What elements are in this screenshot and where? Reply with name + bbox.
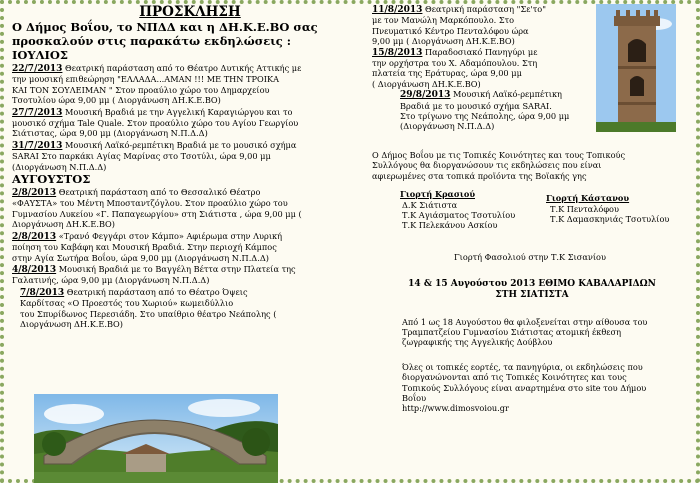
- wine-festival-item: Τ.Κ Αγιάσματος Τσοτυλίου: [402, 209, 516, 220]
- text-line: διοργανώνονται από τις Τοπικές Κοινότητες και τους: [402, 372, 627, 383]
- event-entry: [372, 89, 692, 132]
- event-text-line: Μουσική Βραδιά με το Βαγγέλη Βέττα στην Πλατεία της: [56, 263, 296, 274]
- event-text-line: SARAI Στο παρκάκι Αγίας Μαρίνας στο Τσοτύλι, ώρα 9,00 μμ: [12, 151, 271, 162]
- event-text-line: 9,00 μμ ( Διοργάνωση ΔΗ.Κ.Ε.ΒΟ): [372, 36, 515, 47]
- event-date: 4/8/2013: [12, 264, 57, 275]
- intro-line-2: προσκαλούν στις παρακάτω εκδηλώσεις :: [12, 34, 292, 48]
- event-text-line: Πνευματικό Κέντρο Πενταλόφου ώρα: [372, 25, 529, 36]
- event-date: 22/7/2013: [12, 64, 63, 74]
- footer-note: [372, 362, 692, 404]
- stone-bridge-photo: [34, 394, 278, 483]
- intro-line-1: Ο Δήμος Βοΐου, το ΝΠΔΔ και η ΔΗ.Κ.Ε.ΒΟ σας: [12, 20, 318, 34]
- event-text-line: Στο τρίγωνο της Νεάπολης, ώρα 9,00 μμ: [400, 111, 570, 122]
- event-entry: [12, 140, 368, 172]
- event-text-line: Καρδίτσας «Ο Προεστός του Χωριού» κωμειδύλλιο: [20, 298, 234, 309]
- event-entry: [372, 4, 692, 47]
- right-column: [372, 4, 692, 414]
- august-events: [12, 187, 368, 329]
- event-text-line: στην Αγία Σωτήρα Βοΐου, ώρα 9,00 μμ (Διοργάνωση Ν.Π.Δ.Δ): [12, 252, 269, 263]
- event-entry: [12, 63, 368, 106]
- wine-festival-item: Τ.Κ Πελεκάνου Ασκίου: [402, 220, 498, 231]
- event-date: 2/8/2013: [12, 231, 57, 242]
- event-text-line: πλατεία της Εράτυρας, ώρα 9,00 μμ: [372, 68, 522, 79]
- event-text-line: ποίηση του Καβάφη και Μουσική Βραδιά. Στην περιοχή Κάμπος: [12, 242, 277, 253]
- event-entry: [12, 107, 368, 139]
- event-date: 27/7/2013: [12, 107, 63, 118]
- text-line: Από 1 ως 18 Αυγούστου θα φιλοξενείται στην αίθουσα του: [402, 316, 648, 327]
- event-date: 2/8/2013: [12, 188, 57, 199]
- event-text-line: Θεατρική παράσταση από το Θέατρο Όψεις: [64, 286, 248, 297]
- event-text-line: Παραδοσιακό Πανηγύρι με: [422, 46, 538, 57]
- event-text-line: Μουσική Λαϊκό-ρεμπέτικη: [450, 89, 562, 100]
- text-line: Ο Δήμος Βοΐου με τις Τοπικές Κοινότητες και τους Τοπικούς: [372, 149, 626, 160]
- event-text-line: Θεατρική παράσταση "Σε'το": [422, 4, 546, 14]
- event-text-line: Σιάτιστας, ώρα 9,00 μμ (Διοργάνωση Ν.Π.Δ.Δ): [12, 128, 208, 139]
- chestnut-festival-item: Τ.Κ Πενταλόφου: [550, 203, 619, 214]
- event-date: 7/8/2013: [20, 287, 65, 298]
- event-text-line: Διοργάνωση ΔΗ.Κ.Ε.ΒΟ): [12, 219, 115, 230]
- event-text-line: Γυμνασίου Λυκείου «Γ. Παπαγεωργίου» στη Σιάτιστα , ώρα 9,00 μμ (: [12, 208, 302, 219]
- event-text-line: την μουσική επιθεώρηση "ΕΛΛΑΔΑ...ΑΜΑΝ !!! ΜΕ ΤΗΝ ΤΡΟΙΚΑ: [12, 74, 280, 85]
- event-text-line: ( Διοργάνωση ΔΗ.Κ.Ε.ΒΟ): [372, 78, 481, 89]
- text-line: Όλες οι τοπικές εορτές, τα πανηγύρια, οι εκδηλώσεις που: [402, 361, 643, 372]
- event-text-line: ΚΑΙ ΤΟΝ ΣΟΥΛΕΙΜΑΝ " Στον προαύλιο χώρο του Δημαρχείου: [12, 84, 270, 95]
- right-events: [372, 4, 692, 132]
- event-text-line: «Τρανό Φεγγάρι στον Κάμπο» Αφιέρωμα στην Λυρική: [56, 230, 283, 241]
- text-line: αφιερωμένες στα τοπικά προϊόντα της Βοϊακής γης: [372, 170, 587, 181]
- event-entry: [12, 231, 368, 263]
- event-entry: [12, 287, 368, 330]
- wine-festival-title: Γιορτή Κρασιού: [400, 189, 475, 200]
- event-text-line: (Διοργάνωση Ν.Π.Δ.Δ): [12, 161, 107, 172]
- event-text-line: Τσοτυλίου ώρα 9,00 μμ ( Διοργάνωση ΔΗ.Κ.Ε.ΒΟ): [12, 95, 221, 106]
- event-text-line: την ορχήστρα του Χ. Αδαμόπουλου. Στη: [372, 58, 538, 69]
- event-text-line: Θεατρική παράσταση από το Θεσσαλικό Θέατρο: [56, 187, 261, 198]
- custom-event-line-2: ΣΤΗ ΣΙΑΤΙΣΤΑ: [495, 289, 569, 300]
- chestnut-festival-item: Τ.Κ Δαμασκηνιάς Τσοτυλίου: [550, 213, 670, 224]
- event-text-line: Θεατρική παράσταση από το Θέατρο Δυτικής Αττικής με: [62, 63, 302, 73]
- text-line: Βοΐου: [402, 392, 427, 403]
- custom-event-line-1: 14 & 15 Αυγούστου 2013 ΕΘΙΜΟ ΚΑΒΑΛΑΡΙΔΩΝ: [408, 278, 656, 289]
- event-entry: [372, 47, 692, 90]
- july-events: [12, 63, 368, 172]
- event-text-line: μουσικό σχήμα Tale Quale. Στον προαύλιο χώρο του Αγίου Γεωργίου: [12, 118, 299, 129]
- invitation-title: ΠΡΟΣΚΛΗΣΗ: [139, 4, 241, 20]
- left-column: [12, 4, 368, 330]
- exhibition-note: [372, 317, 692, 348]
- event-date: 11/8/2013: [372, 5, 423, 15]
- event-text-line: Γαλατινής, ώρα 9,00 μμ (Διοργάνωση Ν.Π.Δ.Δ): [12, 275, 210, 286]
- event-text-line: Βραδιά με το μουσικό σχήμα SARAI.: [400, 100, 552, 111]
- month-heading-july: ΙΟΥΛΙΟΣ: [12, 48, 69, 62]
- wine-festival-block: [400, 189, 550, 231]
- event-date: 31/7/2013: [12, 140, 63, 151]
- local-products-note: [372, 150, 692, 181]
- event-text-line: του Σπυρίδωνος Περεσιάδη. Στο υπαίθριο θέατρο Νεάπολης (: [20, 308, 277, 319]
- event-entry: [12, 264, 368, 286]
- wine-festival-item: Δ.Κ Σιάτιστα: [402, 199, 458, 210]
- bean-festival: Γιορτή Φασολιού στην Τ.Κ Σισανίου: [454, 252, 606, 263]
- event-date: 29/8/2013: [400, 90, 451, 101]
- event-text-line: με τον Μανώλη Μαρκόπουλο. Στο: [372, 15, 515, 26]
- text-line: Τραμπατζείου Γυμνασίου Σιάτιστας ατομική έκθεση: [402, 326, 622, 337]
- event-text-line: (Διοργάνωση Ν.Π.Δ.Δ): [400, 121, 495, 132]
- event-entry: [12, 187, 368, 230]
- event-text-line: «ΦΑΥΣΤΑ» του Μέντη Μποσταντζόγλου. Στον προαύλιο χώρο του: [12, 198, 288, 209]
- text-line: Συλλόγους θα διοργανώσουν τις εκδηλώσεις που είναι: [372, 160, 602, 171]
- month-heading-august: ΑΥΓΟΥΣΤΟΣ: [12, 172, 91, 187]
- event-text-line: Διοργάνωση ΔΗ.Κ.Ε.ΒΟ): [20, 318, 123, 329]
- event-text-line: Μουσική Λαϊκό-ρεμπέτικη Βραδιά με το μουσικό σχήμα: [62, 139, 297, 150]
- text-line: ζωγραφικής της Αγγελικής Δούβλου: [402, 337, 553, 348]
- chestnut-festival-title: Γιορτή Κάστανου: [546, 193, 630, 204]
- event-text-line: Μουσική Βραδιά με την Αγγελική Καραγιώργου και το: [62, 106, 293, 117]
- chestnut-festival-block: [546, 193, 692, 224]
- website-link[interactable]: http://www.dimosvoiou.gr: [402, 403, 509, 414]
- event-date: 15/8/2013: [372, 47, 423, 58]
- text-line: Τοπικούς Συλλόγους είναι αναρτημένα στο site του Δήμου: [402, 382, 647, 393]
